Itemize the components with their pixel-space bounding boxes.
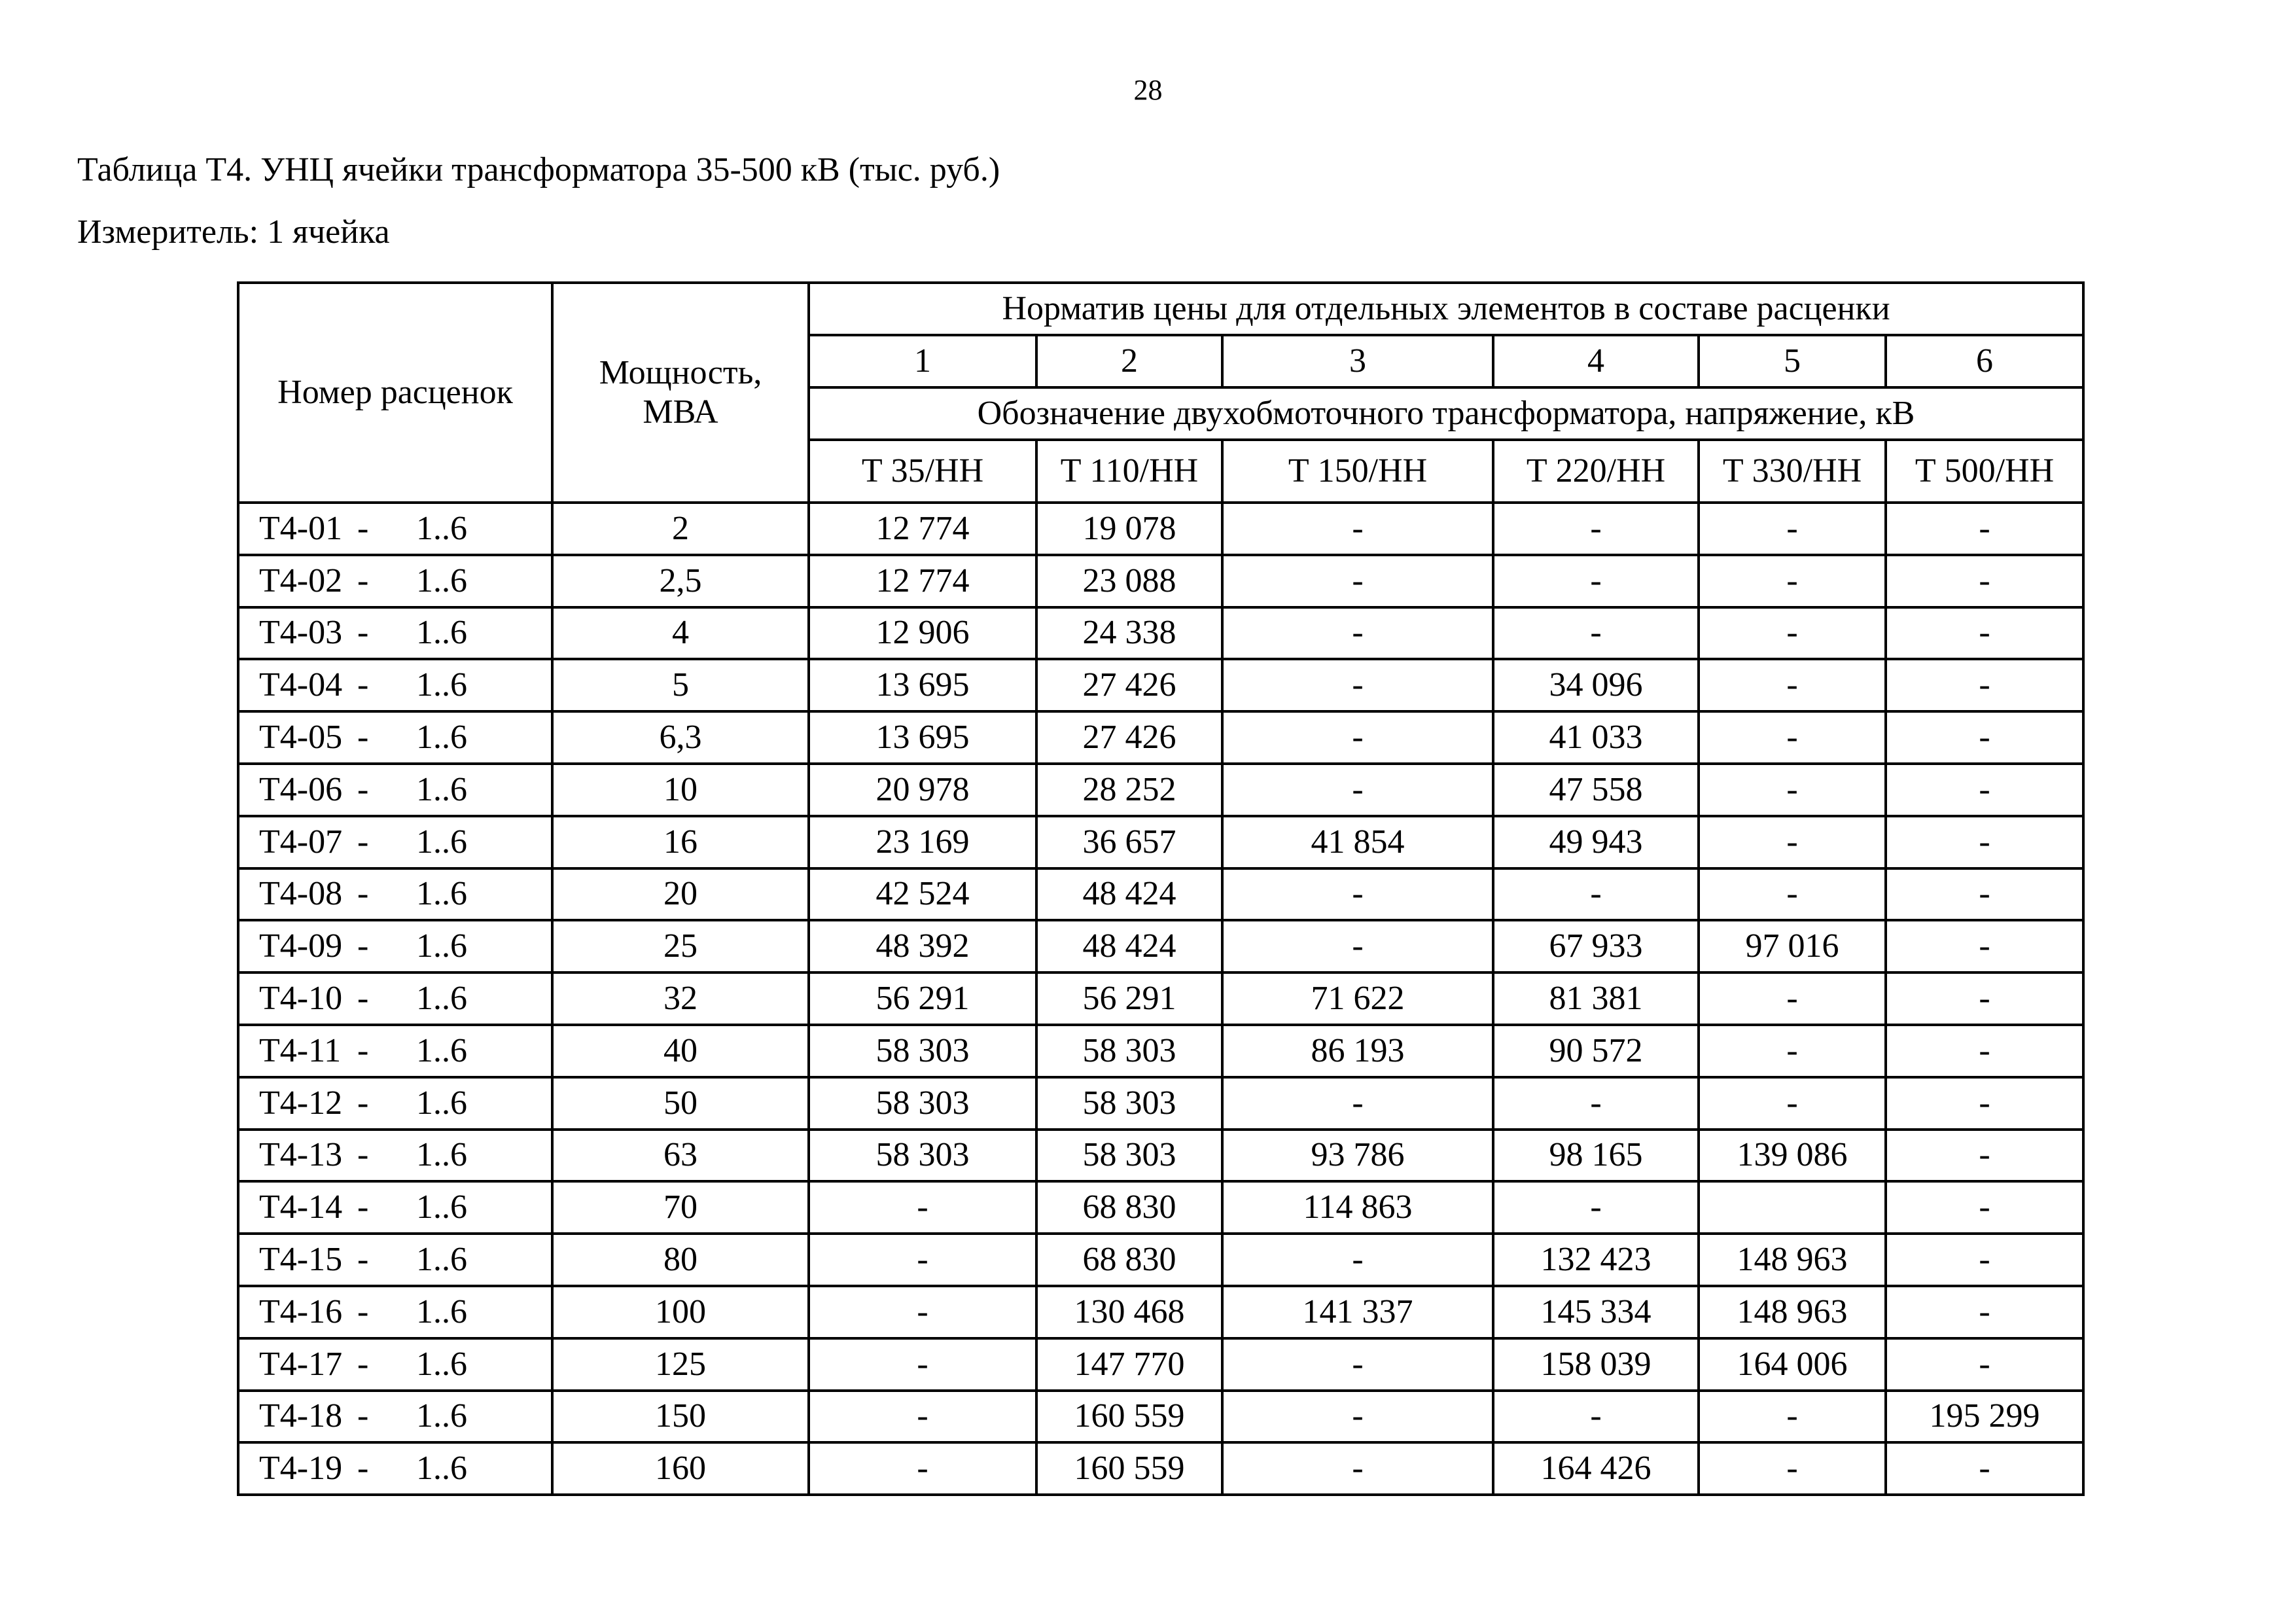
price-cell: -	[809, 1286, 1036, 1338]
price-cell: 164 426	[1493, 1442, 1699, 1495]
price-cell: -	[809, 1391, 1036, 1443]
rate-code: Т4-01	[259, 509, 343, 547]
price-cell: -	[1699, 1442, 1886, 1495]
rate-number-cell	[238, 1234, 552, 1286]
rate-range: 1..6	[416, 927, 467, 965]
rate-range: 1..6	[416, 1345, 467, 1383]
header-transformer: Т 500/НН	[1886, 440, 2083, 503]
price-cell: 12 906	[809, 607, 1036, 660]
rate-number-cell	[238, 1077, 552, 1130]
table-title: Таблица Т4. УНЦ ячейки трансформатора 35-500 кВ (тыс. руб.)	[77, 151, 1000, 188]
price-cell: 71 622	[1222, 972, 1493, 1025]
price-cell: -	[809, 1338, 1036, 1391]
power-cell: 160	[552, 1442, 809, 1495]
price-cell: 47 558	[1493, 764, 1699, 816]
header-column-number: 2	[1036, 335, 1222, 387]
power-cell: 16	[552, 816, 809, 868]
rate-number-cell	[238, 1391, 552, 1443]
price-cell: 148 963	[1699, 1286, 1886, 1338]
power-cell: 150	[552, 1391, 809, 1443]
price-cell: -	[1222, 1338, 1493, 1391]
rate-code: Т4-12	[259, 1084, 343, 1122]
table-row	[238, 1025, 2083, 1077]
price-cell: -	[1886, 1077, 2083, 1130]
table-row	[238, 1130, 2083, 1182]
rate-code: Т4-15	[259, 1241, 343, 1279]
header-designation: Обозначение двухобмоточного трансформатора, напряжение, кВ	[809, 387, 2083, 440]
price-cell: 13 695	[809, 711, 1036, 764]
rate-range: 1..6	[416, 1136, 467, 1174]
rate-code: Т4-11	[259, 1031, 342, 1069]
price-cell: 58 303	[1036, 1025, 1222, 1077]
rate-dash: -	[357, 1450, 369, 1488]
rate-code: Т4-19	[259, 1450, 343, 1488]
price-cell: 48 424	[1036, 920, 1222, 972]
table-row	[238, 816, 2083, 868]
table-row	[238, 607, 2083, 660]
price-cell: -	[1222, 607, 1493, 660]
price-cell: 145 334	[1493, 1286, 1699, 1338]
price-cell: -	[1886, 659, 2083, 711]
rate-number-cell	[238, 1181, 552, 1234]
table-row	[238, 659, 2083, 711]
price-cell: -	[1222, 503, 1493, 555]
price-cell: -	[1699, 1391, 1886, 1443]
rate-number-cell	[238, 1025, 552, 1077]
price-cell: -	[1699, 711, 1886, 764]
price-cell: -	[1886, 764, 2083, 816]
price-cell: 27 426	[1036, 659, 1222, 711]
rate-number-cell	[238, 868, 552, 921]
power-cell: 25	[552, 920, 809, 972]
table-row	[238, 1442, 2083, 1495]
price-cell: -	[1222, 659, 1493, 711]
rate-code: Т4-08	[259, 875, 343, 913]
price-cell: 48 392	[809, 920, 1036, 972]
table-row	[238, 503, 2083, 555]
rate-number-cell	[238, 607, 552, 660]
price-cell: 158 039	[1493, 1338, 1699, 1391]
price-cell: 58 303	[1036, 1077, 1222, 1130]
table-row	[238, 868, 2083, 921]
rate-dash: -	[357, 1136, 369, 1174]
price-table	[237, 281, 2085, 1496]
price-cell: 93 786	[1222, 1130, 1493, 1182]
rate-range: 1..6	[416, 1031, 467, 1069]
rate-dash: -	[357, 927, 369, 965]
price-cell: 42 524	[809, 868, 1036, 921]
table-row	[238, 555, 2083, 607]
rate-dash: -	[357, 980, 369, 1018]
header-column-number: 1	[809, 335, 1036, 387]
rate-number-cell	[238, 764, 552, 816]
price-cell: -	[1222, 1077, 1493, 1130]
header-transformer: Т 110/НН	[1036, 440, 1222, 503]
price-cell: 160 559	[1036, 1391, 1222, 1443]
price-cell	[1699, 1181, 1886, 1234]
price-cell: 58 303	[809, 1025, 1036, 1077]
price-cell: 41 854	[1222, 816, 1493, 868]
table-body	[238, 503, 2083, 1495]
price-cell: 28 252	[1036, 764, 1222, 816]
price-cell: 147 770	[1036, 1338, 1222, 1391]
price-cell: 81 381	[1493, 972, 1699, 1025]
price-cell: 195 299	[1886, 1391, 2083, 1443]
price-cell: 19 078	[1036, 503, 1222, 555]
price-cell: -	[1699, 659, 1886, 711]
rate-dash: -	[357, 1397, 369, 1435]
rate-number-cell	[238, 555, 552, 607]
price-cell: 160 559	[1036, 1442, 1222, 1495]
rate-code: Т4-06	[259, 770, 343, 808]
header-transformer: Т 220/НН	[1493, 440, 1699, 503]
price-cell: 49 943	[1493, 816, 1699, 868]
rate-code: Т4-14	[259, 1188, 343, 1226]
price-cell: -	[1699, 764, 1886, 816]
price-cell: 130 468	[1036, 1286, 1222, 1338]
header-norm-group: Норматив цены для отдельных элементов в составе расценки	[809, 283, 2083, 335]
rate-number-cell	[238, 1286, 552, 1338]
table-row	[238, 920, 2083, 972]
price-cell: 68 830	[1036, 1234, 1222, 1286]
table-row	[238, 1234, 2083, 1286]
price-cell: -	[1699, 1077, 1886, 1130]
price-cell: 23 169	[809, 816, 1036, 868]
price-cell: -	[1222, 1234, 1493, 1286]
header-transformer: Т 35/НН	[809, 440, 1036, 503]
price-cell: 164 006	[1699, 1338, 1886, 1391]
table-row	[238, 972, 2083, 1025]
rate-number-cell	[238, 1130, 552, 1182]
price-cell: 98 165	[1493, 1130, 1699, 1182]
rate-number-cell	[238, 1338, 552, 1391]
rate-range: 1..6	[416, 823, 467, 861]
rate-number-cell	[238, 816, 552, 868]
price-cell: 58 303	[1036, 1130, 1222, 1182]
price-cell: -	[1699, 816, 1886, 868]
price-cell: -	[1222, 868, 1493, 921]
rate-code: Т4-13	[259, 1136, 343, 1174]
power-cell: 4	[552, 607, 809, 660]
rate-code: Т4-02	[259, 562, 343, 599]
power-cell: 10	[552, 764, 809, 816]
power-cell: 50	[552, 1077, 809, 1130]
price-cell: -	[1886, 607, 2083, 660]
rate-code: Т4-10	[259, 980, 343, 1018]
price-cell: -	[1886, 1181, 2083, 1234]
rate-dash: -	[357, 614, 369, 652]
price-cell: 86 193	[1222, 1025, 1493, 1077]
power-cell: 2,5	[552, 555, 809, 607]
power-cell: 40	[552, 1025, 809, 1077]
power-cell: 100	[552, 1286, 809, 1338]
price-cell: -	[1886, 1234, 2083, 1286]
price-cell: -	[809, 1234, 1036, 1286]
table-row	[238, 1391, 2083, 1443]
price-cell: -	[1699, 972, 1886, 1025]
rate-range: 1..6	[416, 1188, 467, 1226]
price-cell: 36 657	[1036, 816, 1222, 868]
price-cell: -	[1699, 607, 1886, 660]
rate-dash: -	[357, 770, 369, 808]
price-cell: 114 863	[1222, 1181, 1493, 1234]
price-cell: 139 086	[1699, 1130, 1886, 1182]
price-cell: 41 033	[1493, 711, 1699, 764]
table-unit: Измеритель: 1 ячейка	[77, 213, 390, 251]
power-cell: 80	[552, 1234, 809, 1286]
rate-range: 1..6	[416, 1293, 467, 1330]
rate-code: Т4-07	[259, 823, 343, 861]
rate-range: 1..6	[416, 1241, 467, 1279]
power-cell: 5	[552, 659, 809, 711]
price-cell: 12 774	[809, 555, 1036, 607]
price-cell: -	[1886, 1442, 2083, 1495]
table-row	[238, 1181, 2083, 1234]
price-cell: -	[1886, 868, 2083, 921]
power-cell: 32	[552, 972, 809, 1025]
price-cell: -	[1886, 1338, 2083, 1391]
header-column-number: 4	[1493, 335, 1699, 387]
price-cell: -	[1222, 1442, 1493, 1495]
price-cell: -	[1493, 1077, 1699, 1130]
price-cell: 48 424	[1036, 868, 1222, 921]
power-cell: 70	[552, 1181, 809, 1234]
rate-range: 1..6	[416, 1084, 467, 1122]
rate-range: 1..6	[416, 1450, 467, 1488]
rate-code: Т4-16	[259, 1293, 343, 1330]
power-cell: 2	[552, 503, 809, 555]
price-cell: 68 830	[1036, 1181, 1222, 1234]
header-power-label: Мощность, МВА	[599, 354, 762, 431]
rate-range: 1..6	[416, 770, 467, 808]
price-cell: -	[1699, 503, 1886, 555]
power-cell: 20	[552, 868, 809, 921]
header-power	[552, 283, 809, 503]
rate-number-cell	[238, 503, 552, 555]
page-number: 28	[1133, 74, 1163, 106]
price-cell: -	[1886, 1286, 2083, 1338]
price-cell: 58 303	[809, 1130, 1036, 1182]
rate-number-cell	[238, 711, 552, 764]
price-cell: -	[1222, 920, 1493, 972]
rate-dash: -	[357, 823, 369, 861]
price-cell: -	[1886, 711, 2083, 764]
price-cell: -	[809, 1442, 1036, 1495]
rate-code: Т4-05	[259, 719, 343, 757]
price-cell: -	[1222, 1391, 1493, 1443]
rate-code: Т4-04	[259, 666, 343, 704]
price-cell: -	[1222, 711, 1493, 764]
table-row	[238, 764, 2083, 816]
rate-range: 1..6	[416, 1397, 467, 1435]
price-cell: -	[1886, 555, 2083, 607]
rate-number-cell	[238, 1442, 552, 1495]
rate-number-cell	[238, 659, 552, 711]
rate-range: 1..6	[416, 509, 467, 547]
price-cell: -	[1699, 1025, 1886, 1077]
rate-range: 1..6	[416, 980, 467, 1018]
table-row	[238, 1077, 2083, 1130]
rate-range: 1..6	[416, 875, 467, 913]
rate-dash: -	[357, 875, 369, 913]
header-transformer: Т 330/НН	[1699, 440, 1886, 503]
rate-dash: -	[357, 562, 369, 599]
price-cell: 12 774	[809, 503, 1036, 555]
header-transformer: Т 150/НН	[1222, 440, 1493, 503]
table-header	[238, 283, 2083, 503]
header-rate-number: Номер расценок	[238, 283, 552, 503]
price-cell: -	[1493, 607, 1699, 660]
price-cell: 56 291	[809, 972, 1036, 1025]
price-cell: -	[1699, 555, 1886, 607]
power-cell: 125	[552, 1338, 809, 1391]
rate-dash: -	[357, 666, 369, 704]
rate-dash: -	[357, 1293, 369, 1330]
rate-range: 1..6	[416, 719, 467, 757]
rate-range: 1..6	[416, 614, 467, 652]
price-cell: 27 426	[1036, 711, 1222, 764]
price-cell: -	[809, 1181, 1036, 1234]
rate-dash: -	[357, 509, 369, 547]
rate-dash: -	[357, 1241, 369, 1279]
table-row	[238, 711, 2083, 764]
price-cell: -	[1493, 1391, 1699, 1443]
price-cell: 58 303	[809, 1077, 1036, 1130]
price-cell: 132 423	[1493, 1234, 1699, 1286]
price-cell: -	[1886, 972, 2083, 1025]
table-row	[238, 1286, 2083, 1338]
price-cell: -	[1886, 920, 2083, 972]
rate-code: Т4-03	[259, 614, 343, 652]
rate-code: Т4-18	[259, 1397, 343, 1435]
price-cell: -	[1699, 868, 1886, 921]
rate-dash: -	[357, 719, 369, 757]
price-cell: -	[1886, 1130, 2083, 1182]
rate-code: Т4-17	[259, 1345, 343, 1383]
price-cell: 90 572	[1493, 1025, 1699, 1077]
price-cell: -	[1886, 503, 2083, 555]
price-cell: 56 291	[1036, 972, 1222, 1025]
rate-number-cell	[238, 920, 552, 972]
price-cell: -	[1493, 1181, 1699, 1234]
price-cell: -	[1493, 555, 1699, 607]
price-cell: 23 088	[1036, 555, 1222, 607]
header-column-number: 5	[1699, 335, 1886, 387]
price-cell: 67 933	[1493, 920, 1699, 972]
rate-dash: -	[357, 1084, 369, 1122]
rate-number-cell	[238, 972, 552, 1025]
header-column-number: 6	[1886, 335, 2083, 387]
price-cell: -	[1493, 503, 1699, 555]
price-cell: 97 016	[1699, 920, 1886, 972]
rate-dash: -	[357, 1345, 369, 1383]
rate-dash: -	[357, 1188, 369, 1226]
price-cell: -	[1222, 555, 1493, 607]
price-cell: 148 963	[1699, 1234, 1886, 1286]
rate-range: 1..6	[416, 666, 467, 704]
power-cell: 63	[552, 1130, 809, 1182]
price-cell: -	[1222, 764, 1493, 816]
price-cell: -	[1886, 1025, 2083, 1077]
price-cell: -	[1886, 816, 2083, 868]
rate-dash: -	[357, 1031, 369, 1069]
rate-range: 1..6	[416, 562, 467, 599]
price-cell: 141 337	[1222, 1286, 1493, 1338]
table-row	[238, 1338, 2083, 1391]
price-cell: 20 978	[809, 764, 1036, 816]
price-cell: 34 096	[1493, 659, 1699, 711]
price-cell: 13 695	[809, 659, 1036, 711]
header-column-number: 3	[1222, 335, 1493, 387]
price-cell: -	[1493, 868, 1699, 921]
price-cell: 24 338	[1036, 607, 1222, 660]
rate-code: Т4-09	[259, 927, 343, 965]
power-cell: 6,3	[552, 711, 809, 764]
